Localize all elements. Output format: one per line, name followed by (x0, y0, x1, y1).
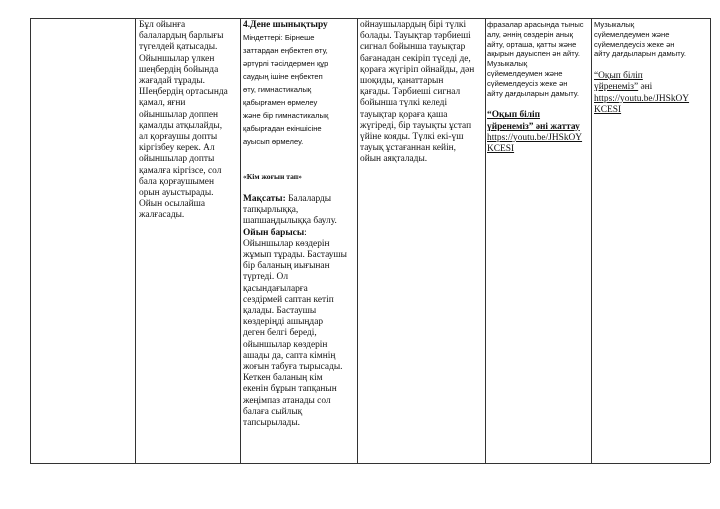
song-line (594, 71, 709, 93)
song-title: “Оқып біліп үйренеміз” әні жаттау (487, 110, 580, 132)
song-link[interactable]: https://youtu.be/JHSkOY KCESI (594, 93, 690, 115)
cell-physical-education (243, 20, 357, 429)
game-rules-text: ойнаушылардың бірі түлкі болады. Тауықтар тәрбиеші сигнал бойынша тауықтар бағанадан секіріп түседі де, қораға жүгіріп ойнайды, дән шоқиды, қанаттарын қағады. Тәрбиеші сигнал бойынша түлкі келеді тауықтар қораға қаша жүгіреді, бір тауықты ұстап үйіне кояды. Түлкі екі-үш тауық ұстағаннан кейін, ойын аяқталады. (360, 20, 475, 165)
process-label: Ойын барысы (243, 227, 305, 238)
music-individual-text: Музыкалық сүйемелдеумен және сүйемелдеусіз жеке ән айту дағдыларын дамыту. (594, 20, 686, 59)
col-border (30, 18, 31, 463)
game-process (243, 228, 357, 430)
game-description-text: Бұл ойынға балалардың барлығы түгелдей қатысады. Ойыншылар үлкен шеңбердің бойында жағадай тұрады. Шеңбердің ортасында қамал, яғни ойыншылар доппен қамалды атқылайды, ал қорғаушы допты кіргізбеу керек. Ал ойыншылар допты қамалға кіргізсе, сол бала қорғаушымен орын ауыстырады. Ойын осылайша жалғасады. (139, 20, 228, 221)
col-border (135, 18, 136, 463)
music-skills-text: фразалар арасында тыныс алу, әннің сөздерін анық айту, орташа, қатты және ақырын дауыспен ән айту. Музыкалық сүйемелдеумен және сүйемелдеусіз жеке ән айту дағдыларын дамыту. (487, 20, 584, 98)
col-border (240, 18, 241, 463)
table-top-border (30, 18, 710, 19)
cell-music-individual (594, 20, 709, 116)
game-title: «Кім жоғын тап» (243, 172, 302, 182)
table-bottom-border (30, 463, 710, 464)
goal-text: Балаларды тапқырлыққа, шапшаңдылыққа баулу. (243, 194, 337, 227)
col-border (591, 18, 592, 463)
song-suffix: әні (638, 82, 653, 93)
game-goal (243, 194, 357, 228)
col-border (485, 18, 486, 463)
col-border (710, 18, 711, 463)
lesson-tasks: Міндеттері: Бірнеше заттардан еңбектеп өту, әртүрлі тәсілдермен құр саудың ішіне еңбектеп өту, гимнастикалық қабырғамен өрмелеу және бір гимнастикалық қабырғадан екіншісіне ауысып өрмелеу. (243, 33, 329, 147)
process-text: : Ойыншылар көздерін жұмып тұрады. Бастаушы бір баланың иығынан түртеді. Ол қасындағыларға сездірмей саптан кетіп қалады. Бастаушы көздеріңді ашыңдар деген белгі береді, ойыншылар көздерін ашады да, сапта кімнің жоғын табуға тырысады. Кеткен баланың кім екенін бұрын тапқанын жеңімпаз атанады сол балаға сыйлық тапсырылады. (243, 227, 347, 429)
song-link[interactable]: https://youtu.be/JHSkOY KCESI (487, 132, 583, 154)
cell-music-lesson (487, 20, 590, 155)
goal-label: Мақсаты: (243, 194, 286, 204)
cell-game-rules (360, 20, 484, 166)
col-border (357, 18, 358, 463)
song-title: “Оқып біліп үйренеміз” (594, 71, 643, 93)
lesson-heading: 4.Дене шынықтыру (243, 20, 328, 30)
cell-game-description (139, 20, 239, 222)
